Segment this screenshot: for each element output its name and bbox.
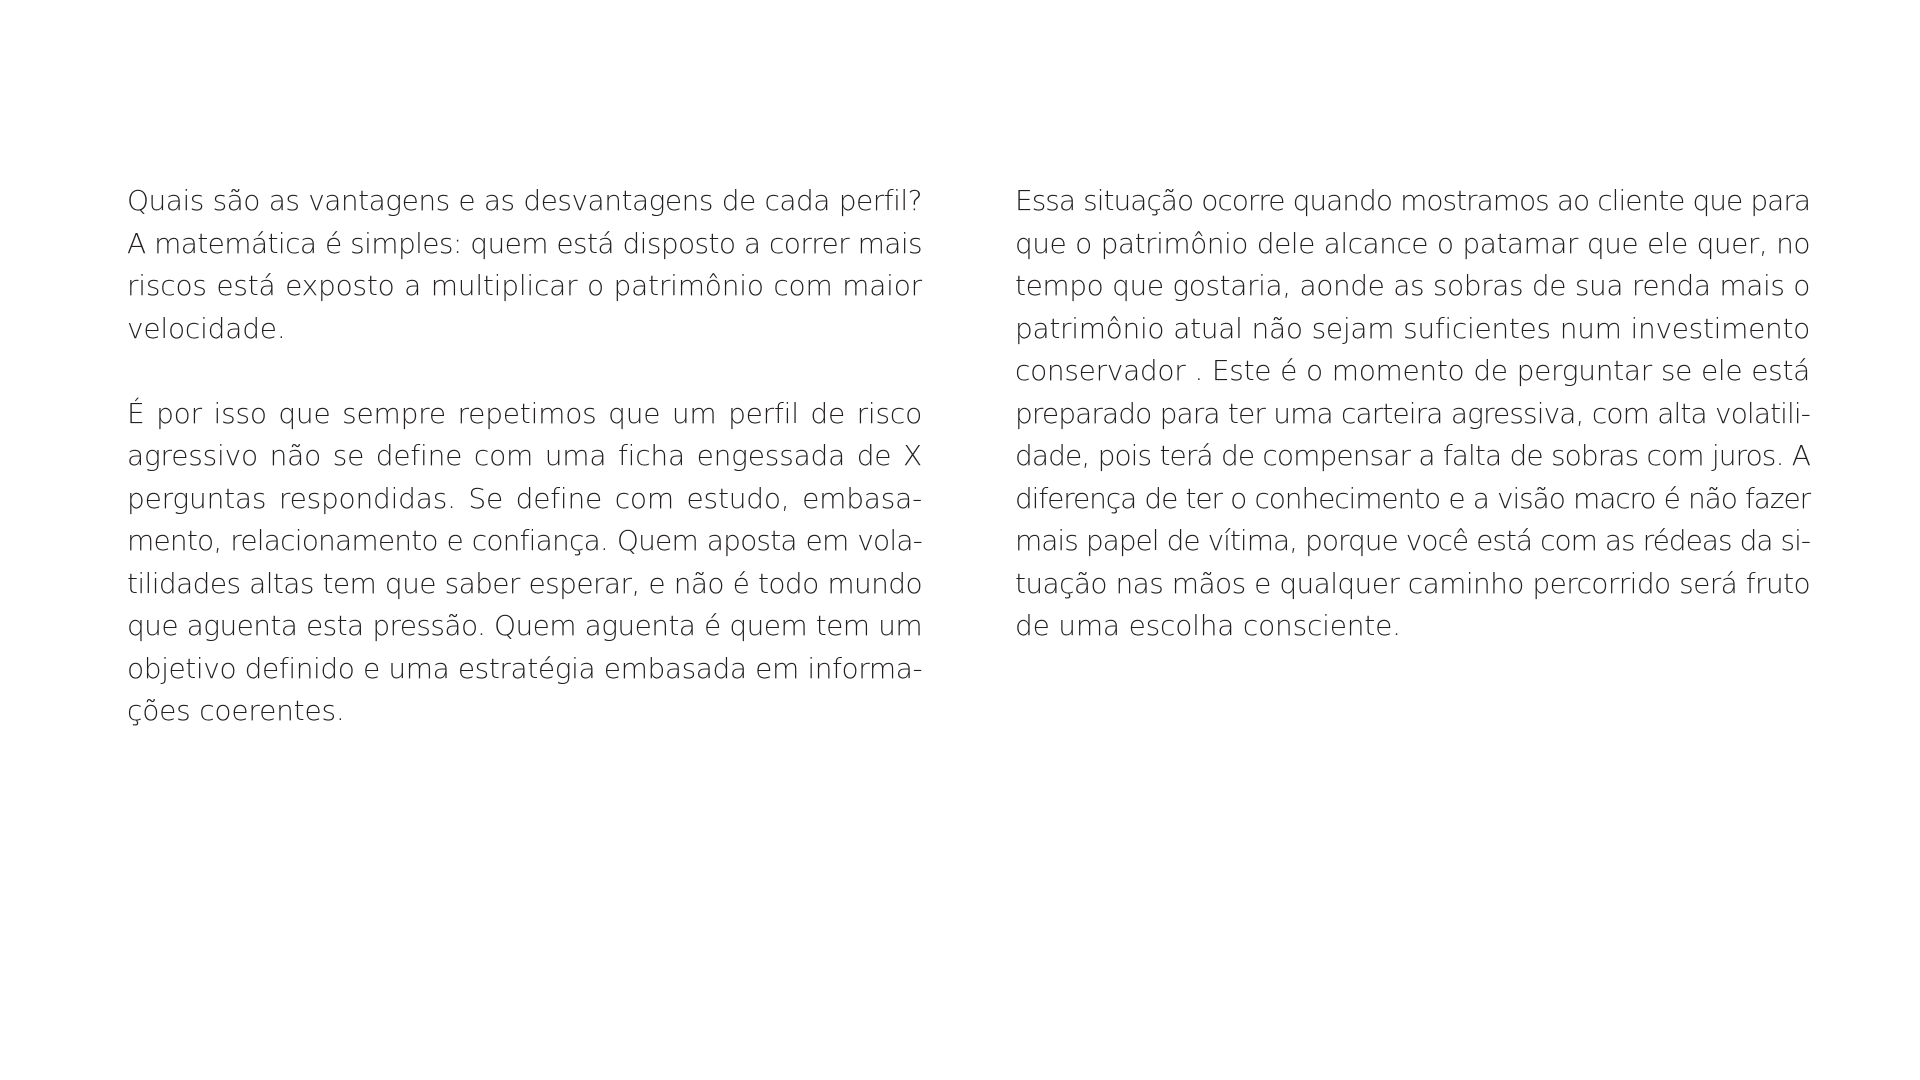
text-line: mais papel de vítima, porque você está com as rédeas da si- [1015,524,1810,557]
right-paragraph-1 [1015,180,1810,648]
text-line: que o patrimônio dele alcance o patamar que ele quer, no [1015,226,1810,260]
text-line: tempo que gostaria, aonde as sobras de sua renda mais o [1015,269,1810,302]
paragraph-gap [127,350,922,393]
text-line: de uma escolha consciente. [1015,609,1401,642]
text-line: conservador . Este é o momento de perguntar se ele está [1015,354,1810,387]
text-line: velocidade. [127,311,286,345]
left-paragraph-1 [127,180,922,350]
left-column [127,180,922,733]
text-line: Quais são as vantagens e as desvantagens de cada perfil? [127,184,922,217]
text-line: agressivo não se define com uma ficha engessada de X [127,439,922,472]
right-column [1015,180,1810,648]
text-line: É por isso que sempre repetimos que um perfil de risco [127,396,922,430]
text-line: diferença de ter o conhecimento e a visão macro é não fazer [1015,481,1810,515]
text-line: perguntas respondidas. Se define com estudo, embasa- [127,481,922,515]
left-paragraph-2 [127,393,922,733]
text-line: riscos está exposto a multiplicar o patrimônio com maior [127,269,922,302]
text-line: tuação nas mãos e qualquer caminho percorrido será fruto [1015,566,1810,600]
text-line: preparado para ter uma carteira agressiva, com alta volatili- [1015,396,1810,430]
text-line: Essa situação ocorre quando mostramos ao cliente que para [1015,184,1810,217]
text-line: patrimônio atual não sejam suficientes num investimento [1015,311,1810,345]
text-line: mento, relacionamento e confiança. Quem aposta em vola- [127,524,922,557]
text-line: objetivo definido e uma estratégia embasada em informa- [127,651,923,685]
text-line: A matemática é simples: quem está disposto a correr mais [127,226,922,260]
text-line: que aguenta esta pressão. Quem aguenta é quem tem um [127,609,922,642]
text-line: tilidades altas tem que saber esperar, e não é todo mundo [127,566,922,600]
text-line: dade, pois terá de compensar a falta de sobras com juros. A [1015,439,1810,472]
text-line: ções coerentes. [127,694,345,727]
